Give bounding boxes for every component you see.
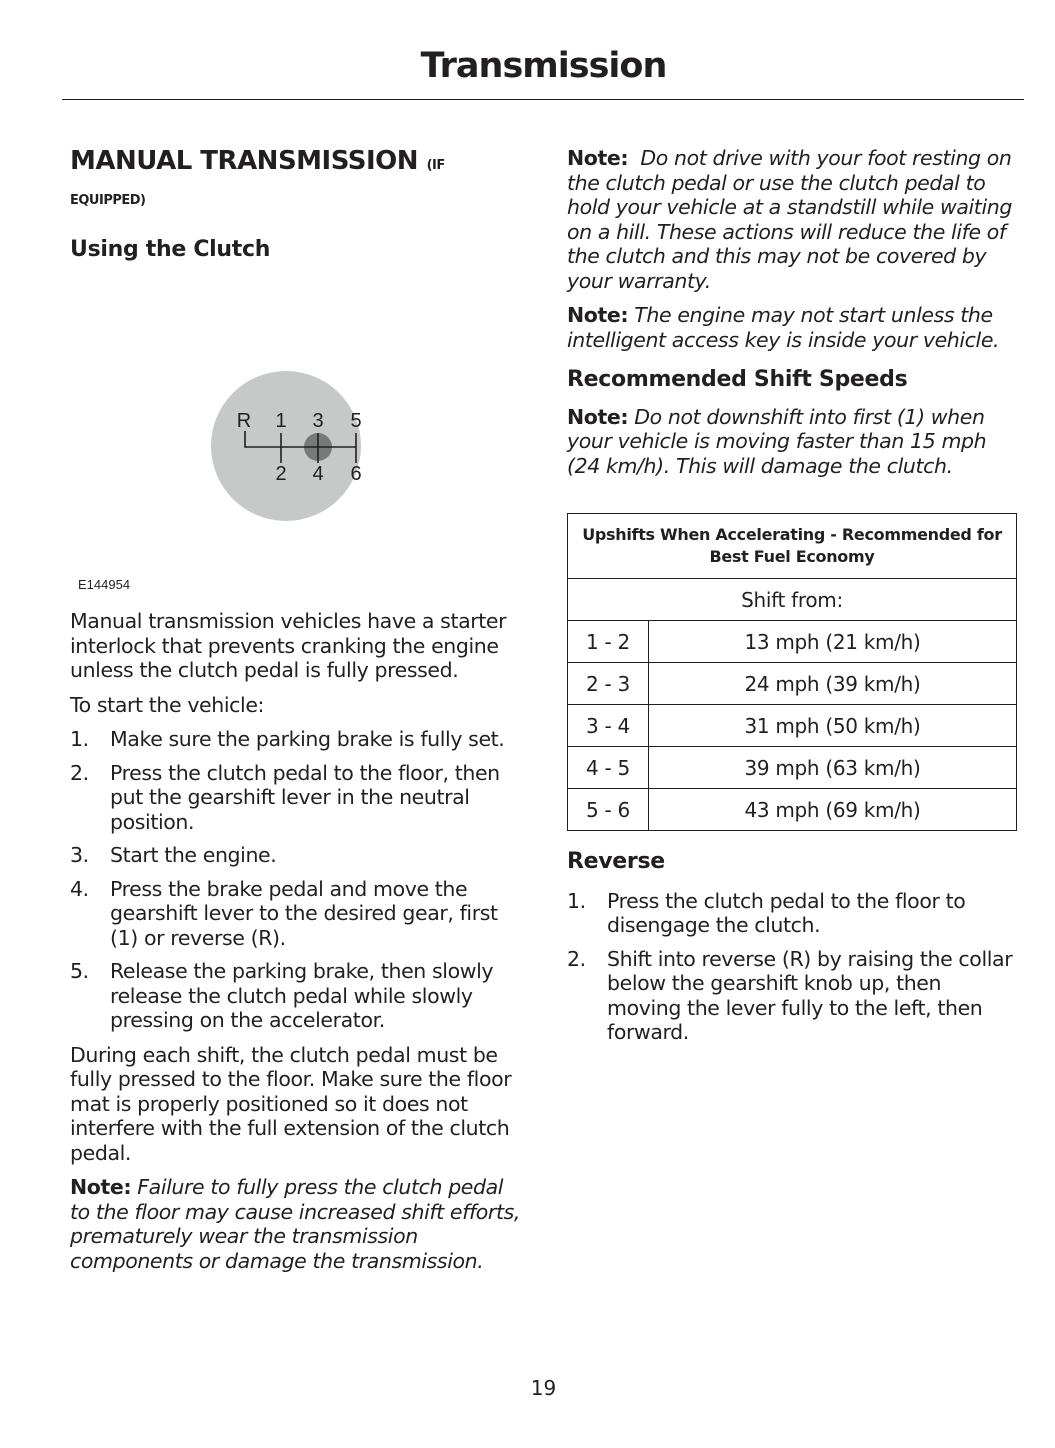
list-item: [70, 959, 522, 1033]
gear-label-6: 6: [350, 463, 362, 485]
table-row: [568, 747, 1017, 789]
speed-cell: 39 mph (63 km/h): [649, 747, 1017, 789]
left-body: [70, 609, 522, 1283]
gear-label-3: 3: [312, 410, 324, 432]
step-text: Start the engine.: [110, 843, 277, 867]
note-text: The engine may not start unless the intelligent access key is inside your vehicle.: [567, 303, 1000, 352]
table-row: [568, 789, 1017, 831]
start-steps-list: [70, 727, 522, 1033]
intro-paragraph: Manual transmission vehicles have a starter interlock that prevents cranking the engine unless the clutch pedal is fully pressed.: [70, 609, 507, 682]
section-title-text: MANUAL TRANSMISSION: [70, 146, 419, 176]
step-text: Press the clutch pedal to the floor, then put the gearshift lever in the neutral position.: [110, 760, 500, 834]
step-number: 5.: [70, 959, 89, 983]
speed-cell: 43 mph (69 km/h): [649, 789, 1017, 831]
page-number: 19: [530, 1376, 557, 1400]
section-suffix: (IF EQUIPPED): [70, 158, 445, 208]
note-foot-resting: [567, 146, 1019, 293]
note-text: Do not drive with your foot resting on the clutch pedal or use the clutch pedal to hold your vehicle at a standstill while waiting on a hill. These actions will reduce the life of the clutch and this may not be covered by your warranty.: [567, 146, 1012, 293]
gear-label-r: R: [236, 410, 252, 432]
note-label: Note:: [567, 404, 629, 429]
speed-cell: 31 mph (50 km/h): [649, 705, 1017, 747]
reverse-title: Reverse: [567, 849, 665, 874]
table-row: [568, 663, 1017, 705]
table-row: [568, 621, 1017, 663]
reverse-section: [567, 850, 1019, 1055]
step-number: 4.: [70, 876, 89, 901]
diagram-circle: [211, 371, 361, 521]
gear-label-5: 5: [350, 410, 362, 432]
note-label: Note:: [567, 303, 629, 327]
list-item: [70, 727, 522, 752]
page-title: Transmission: [420, 46, 667, 86]
shift-speeds-title: Recommended Shift Speeds: [567, 367, 908, 392]
step-text: Press the clutch pedal to the floor to disengage the clutch.: [607, 888, 966, 937]
shift-speed-table: [567, 513, 1017, 831]
list-item: [567, 947, 1019, 1045]
gear-label-2: 2: [275, 463, 287, 485]
step-number: 1.: [70, 727, 89, 751]
note-clutch-failure: [70, 1175, 522, 1273]
note-text: Failure to fully press the clutch pedal to the floor may cause increased shift efforts, prematurely wear the transmission components or damage the transmission.: [70, 1175, 520, 1273]
list-item: [70, 843, 522, 868]
note-text: Do not downshift into first (1) when your vehicle is moving faster than 15 mph (24 km/h). This will damage the clutch.: [567, 404, 987, 478]
table-subheader: Shift from:: [568, 579, 1017, 621]
step-number: 3.: [70, 843, 89, 867]
gear-cell: 4 - 5: [568, 747, 649, 789]
gear-cell: 2 - 3: [568, 663, 649, 705]
speed-cell: 13 mph (21 km/h): [649, 621, 1017, 663]
list-item: [70, 877, 522, 951]
note-label: Note:: [70, 1175, 132, 1199]
step-number: 2.: [567, 946, 586, 971]
gear-cell: 3 - 4: [568, 705, 649, 747]
step-text: Shift into reverse (R) by raising the collar below the gearshift knob up, then moving the lever fully to the left, then forward.: [607, 946, 1013, 1044]
step-text: Press the brake pedal and move the gearshift lever to the desired gear, first (1) or reverse (R).: [110, 876, 498, 950]
step-number: 2.: [70, 760, 89, 785]
gear-cell: 1 - 2: [568, 621, 649, 663]
gear-label-1: 1: [275, 410, 287, 432]
shift-paragraph: During each shift, the clutch pedal must be fully pressed to the floor. Make sure the floor mat is properly positioned so it does not interfere with the full extension of the clutch pedal.: [70, 1042, 512, 1165]
gear-cell: 5 - 6: [568, 789, 649, 831]
step-text: Release the parking brake, then slowly release the clutch pedal while slowly pressing on the accelerator.: [110, 959, 494, 1032]
list-item: [567, 889, 1019, 938]
step-text: Make sure the parking brake is fully set.: [110, 727, 505, 751]
step-number: 1.: [567, 888, 586, 913]
figure-id: E144954: [78, 577, 131, 592]
list-item: [70, 761, 522, 835]
subsection-title: Using the Clutch: [70, 237, 271, 262]
table-row: [568, 705, 1017, 747]
note-access-key: [567, 303, 1019, 352]
note-label: Note:: [567, 146, 629, 170]
right-column: [567, 146, 1019, 488]
to-start-label: To start the vehicle:: [70, 692, 265, 717]
gear-label-4: 4: [312, 463, 324, 485]
table-header: Upshifts When Accelerating - Recommended for Best Fuel Economy: [568, 514, 1017, 579]
speed-cell: 24 mph (39 km/h): [649, 663, 1017, 705]
note-downshift: [567, 405, 1019, 479]
reverse-steps-list: [567, 889, 1019, 1045]
